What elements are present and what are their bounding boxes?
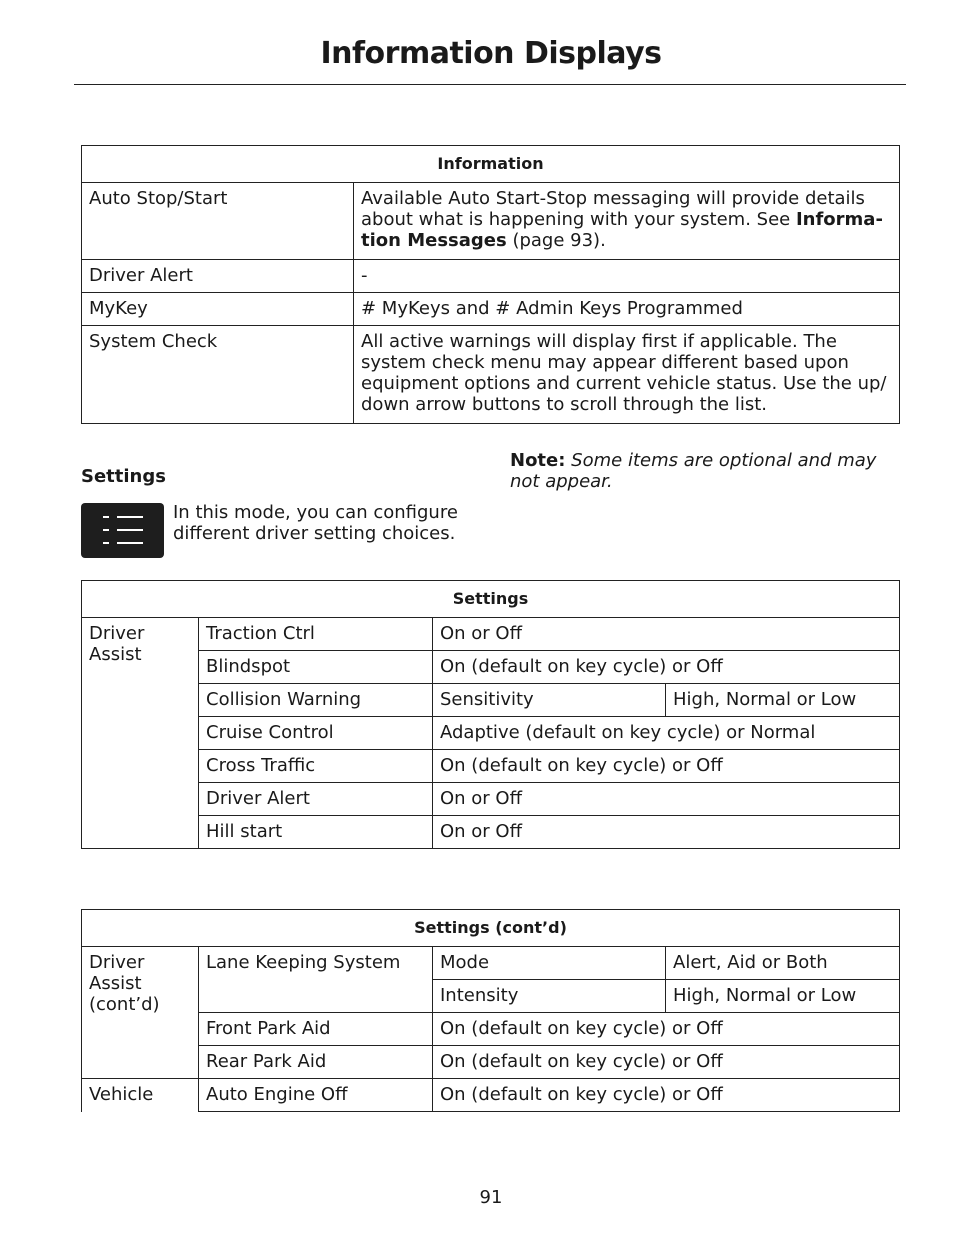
group-label: Driver Assist: [82, 618, 199, 849]
info-item-description: All active warnings will display first if applicable. The system check menu may appear different based upon equipment options and current vehicle status. Use the up/ down arrow buttons to scroll through the list.: [354, 326, 900, 424]
information-messages-reference: Informa-tion Messages: [361, 209, 883, 251]
title-divider: [74, 84, 906, 85]
info-item-label: System Check: [82, 326, 354, 424]
table-row: [82, 183, 900, 260]
page-number: 91: [479, 1187, 503, 1208]
note-body: Some items are optional and may not appear.: [510, 450, 877, 492]
settings-table-heading: Settings: [82, 581, 900, 618]
setting-value: Intensity: [433, 980, 666, 1013]
setting-value: On or Off: [433, 618, 900, 651]
table-row: [82, 816, 900, 849]
settings-intro-text: In this mode, you can configure different driver setting choices.: [173, 502, 458, 544]
info-item-description: # MyKeys and # Admin Keys Programmed: [354, 293, 900, 326]
info-item-label: MyKey: [82, 293, 354, 326]
setting-value: Sensitivity: [433, 684, 666, 717]
note-label: Note:: [510, 450, 566, 471]
information-table: [81, 145, 900, 424]
table-row: [82, 618, 900, 651]
info-item-label: Driver Alert: [82, 260, 354, 293]
settings-continued-heading: Settings (cont’d): [82, 910, 900, 947]
settings-continued-table: [81, 909, 900, 1112]
setting-value: On (default on key cycle) or Off: [433, 1046, 900, 1079]
table-row: [82, 750, 900, 783]
setting-item: Traction Ctrl: [199, 618, 433, 651]
group-label: Vehicle: [82, 1079, 199, 1112]
setting-item: Hill start: [199, 816, 433, 849]
settings-table: [81, 580, 900, 849]
settings-heading: Settings: [81, 466, 166, 487]
table-row: [82, 947, 900, 980]
setting-item: Cross Traffic: [199, 750, 433, 783]
setting-value: On (default on key cycle) or Off: [433, 1079, 900, 1112]
setting-value: On (default on key cycle) or Off: [433, 1013, 900, 1046]
setting-item: Driver Alert: [199, 783, 433, 816]
page-title: Information Displays: [320, 36, 662, 71]
setting-option: High, Normal or Low: [666, 980, 900, 1013]
setting-item: Collision Warning: [199, 684, 433, 717]
table-row: [82, 326, 900, 424]
table-row: [82, 260, 900, 293]
info-item-description: Available Auto Start-Stop messaging will provide details about what is happening with your system. See Informa-tion Messages (page 93).: [354, 183, 900, 260]
table-row: [82, 651, 900, 684]
table-row: [82, 717, 900, 750]
setting-item: Cruise Control: [199, 717, 433, 750]
setting-item: Blindspot: [199, 651, 433, 684]
group-label: Driver Assist (cont’d): [82, 947, 199, 1079]
table-row: [82, 1079, 900, 1112]
table-row: [82, 684, 900, 717]
setting-item: Lane Keeping System: [199, 947, 433, 1013]
info-item-label: Auto Stop/Start: [82, 183, 354, 260]
setting-value: Mode: [433, 947, 666, 980]
setting-item: Front Park Aid: [199, 1013, 433, 1046]
setting-value: On (default on key cycle) or Off: [433, 750, 900, 783]
table-row: [82, 1013, 900, 1046]
table-row: [82, 293, 900, 326]
note-text: [510, 450, 900, 492]
setting-value: On or Off: [433, 783, 900, 816]
setting-item: Rear Park Aid: [199, 1046, 433, 1079]
setting-option: High, Normal or Low: [666, 684, 900, 717]
setting-option: Alert, Aid or Both: [666, 947, 900, 980]
setting-value: On or Off: [433, 816, 900, 849]
setting-value: Adaptive (default on key cycle) or Normal: [433, 717, 900, 750]
information-table-heading: Information: [82, 146, 900, 183]
menu-list-icon: [81, 503, 164, 558]
setting-item: Auto Engine Off: [199, 1079, 433, 1112]
table-row: [82, 1046, 900, 1079]
setting-value: On (default on key cycle) or Off: [433, 651, 900, 684]
table-row: [82, 783, 900, 816]
info-item-description: -: [354, 260, 900, 293]
